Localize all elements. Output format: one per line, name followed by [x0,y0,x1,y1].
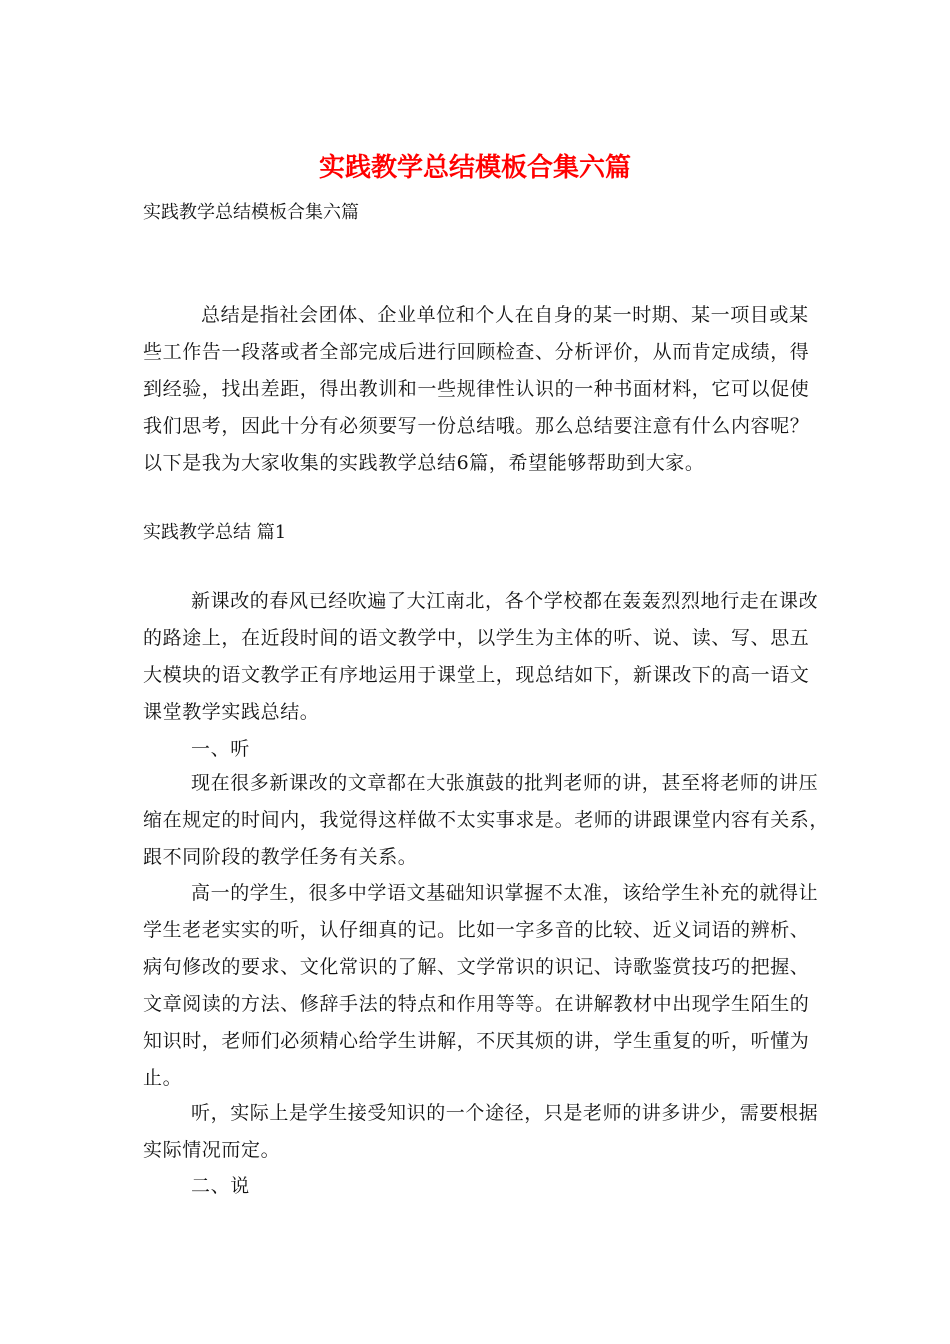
paragraph-line: 止。 [143,1067,183,1089]
paragraph-3 [143,875,819,1097]
paragraph-line: 跟不同阶段的教学任务有关系。 [143,846,418,868]
intro-line: 到经验，找出差距，得出教训和一些规律性认识的一种书面材料，它可以促使 [143,378,810,400]
paragraph-line: 大模块的语文教学正有序地运用于课堂上，现总结如下，新课改下的高一语文 [143,664,810,686]
paragraph-2 [143,765,830,876]
document-title: 实践教学总结模板合集六篇 [318,153,631,183]
paragraph-line: 学生老老实实的听，认仔细真的记。比如一字多音的比较、近义词语的辨析、 [143,919,810,941]
paragraph-line: 听，实际上是学生接受知识的一个途径，只是老师的讲多讲少，需要根据 [191,1102,819,1124]
paragraph-line: 知识时，老师们必须精心给学生讲解，不厌其烦的讲，学生重复的听，听懂为 [143,1030,810,1052]
paragraph-1 [143,583,819,731]
intro-paragraph [143,297,813,482]
paragraph-line: 高一的学生，很多中学语文基础知识掌握不太准，该给学生补充的就得让 [191,882,819,904]
paragraph-line: 病句修改的要求、文化常识的了解、文学常识的识记、诗歌鉴赏技巧的把握、 [143,956,810,978]
subheading-label: 二、说 [191,1175,250,1197]
subheading-speak [143,1168,813,1205]
paragraph-4 [143,1095,819,1169]
section-heading: 实践教学总结 篇1 [143,522,287,543]
subheading-listen [143,731,813,768]
paragraph-line: 缩在规定的时间内，我觉得这样做不太实事求是。老师的讲跟课堂内容有关系， [143,809,830,831]
paragraph-line: 的路途上，在近段时间的语文教学中，以学生为主体的听、说、读、写、思五 [143,627,810,649]
intro-line: 以下是我为大家收集的实践教学总结6篇，希望能够帮助到大家。 [143,452,705,474]
paragraph-line: 新课改的春风已经吹遍了大江南北，各个学校都在轰轰烈烈地行走在课改 [191,590,819,612]
paragraph-line: 实际情况而定。 [143,1139,281,1161]
intro-line: 些工作告一段落或者全部完成后进行回顾检查、分析评价，从而肯定成绩，得 [143,341,810,363]
paragraph-line: 现在很多新课改的文章都在大张旗鼓的批判老师的讲，甚至将老师的讲压 [191,772,819,794]
paragraph-line: 课堂教学实践总结。 [143,701,320,723]
document-subtitle: 实践教学总结模板合集六篇 [143,202,359,223]
paragraph-line: 文章阅读的方法、修辞手法的特点和作用等等。在讲解教材中出现学生陌生的 [143,993,810,1015]
subheading-label: 一、听 [191,738,250,760]
intro-line: 总结是指社会团体、企业单位和个人在自身的某一时期、某一项目或某 [201,304,809,326]
intro-line: 我们思考，因此十分有必须要写一份总结哦。那么总结要注意有什么内容呢？ [143,415,810,437]
